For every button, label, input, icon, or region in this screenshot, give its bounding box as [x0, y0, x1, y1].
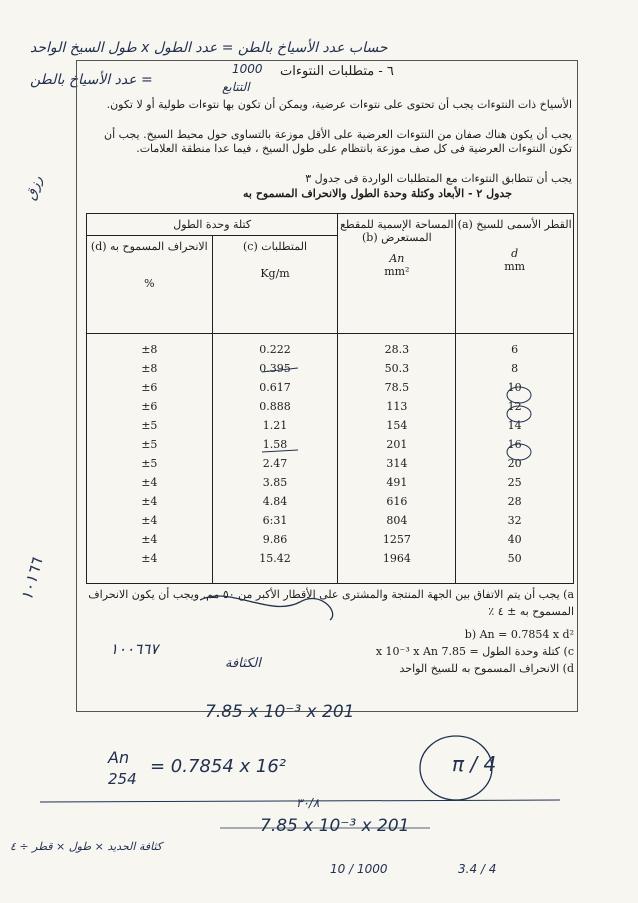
- table-cell-deviation: ±5: [141, 457, 158, 470]
- handwritten-fraction-num: 1000: [232, 62, 263, 76]
- handwritten-calc-3: 7.85 x 10⁻³ x 201: [260, 816, 410, 836]
- section-title: ٦ - متطلبات النتوءات: [280, 64, 394, 79]
- table-cell-diameter: 12: [507, 400, 522, 413]
- header-diameter-unit: mm: [504, 260, 526, 273]
- header-deviation-unit: %: [144, 277, 155, 290]
- table-cell-diameter: 20: [507, 457, 522, 470]
- table-cell-deviation: ±4: [141, 533, 158, 546]
- note-d: d) الانحراف المسموح به للسيخ الواحد: [399, 662, 574, 675]
- table-cell-mass: 0.617: [259, 381, 291, 394]
- paragraph-3: يجب أن تتطابق النتوءات مع المتطلبات الواردة فى جدول ٣: [305, 172, 572, 185]
- table-cell-area: 616: [386, 495, 408, 508]
- table-cell-deviation: ±6: [141, 400, 158, 413]
- table-cell-deviation: ±5: [141, 419, 158, 432]
- header-area-label: المساحة الإسمية للمقطع المستعرض (b): [340, 218, 454, 244]
- table-cell-mass: 9.86: [262, 533, 288, 546]
- header-mass-group: كتلة وحدة الطول: [87, 214, 338, 236]
- handwritten-top-line1: حساب عدد الأسياخ بالطن = عدد الطول x طول السيخ الواحد: [30, 40, 388, 56]
- header-requirements-label: المتطلبات (c): [242, 240, 308, 253]
- table-caption: جدول ٢ - الأبعاد وكتلة وحدة الطول والانحراف المسموح به: [243, 187, 512, 200]
- table-cell-diameter: 16: [507, 438, 522, 451]
- handwritten-bottom-frac-1: 10 / 1000: [330, 862, 388, 876]
- header-diameter-label: القطر الأسمى للسيخ (a): [457, 218, 572, 231]
- table-cell-area: 154: [386, 419, 408, 432]
- table-cell-diameter: 50: [507, 552, 522, 565]
- table-cell-diameter: 28: [507, 495, 522, 508]
- table-cell-deviation: ±4: [141, 552, 158, 565]
- handwritten-calc-1: 7.85 x 10⁻³ x 201: [205, 702, 355, 722]
- header-diameter-symbol: d: [511, 247, 519, 260]
- table-cell-deviation: ±5: [141, 438, 158, 451]
- paragraph-1: الأسياخ ذات النتوءات يجب أن تحتوى على نتوءات عرضية، ويمكن أن تكون بها نتوءات طولية أو لا تكون.: [106, 98, 572, 111]
- table-cell-area: 491: [386, 476, 408, 489]
- handwritten-pi-over-4: π / 4: [452, 752, 497, 776]
- table-cell-deviation: ±4: [141, 495, 158, 508]
- table-cell-mass: 3.85: [262, 476, 288, 489]
- header-area-symbol: An: [389, 252, 405, 265]
- table-cell-mass: 1.58: [262, 438, 288, 451]
- table-cell-mass: 1.21: [262, 419, 288, 432]
- table-cell-deviation: ±4: [141, 476, 158, 489]
- table-cell-area: 314: [386, 457, 408, 470]
- table-cell-deviation: ±6: [141, 381, 158, 394]
- table-cell-diameter: 14: [507, 419, 522, 432]
- handwritten-calc-2-rhs: = 0.7854 x 16²: [150, 756, 287, 777]
- table-cell-mass: 6:31: [262, 514, 288, 527]
- table-cell-area: 50.3: [384, 362, 410, 375]
- note-b: b) An = 0.7854 x d²: [464, 628, 574, 641]
- table-cell-diameter: 25: [507, 476, 522, 489]
- table-cell-diameter: 8: [511, 362, 519, 375]
- table-cell-area: 201: [386, 438, 408, 451]
- handwritten-margin-name: رزق: [22, 173, 46, 203]
- handwritten-signature-note: الكثافة: [225, 656, 261, 671]
- table-cell-area: 78.5: [384, 381, 410, 394]
- table-cell-area: 804: [386, 514, 408, 527]
- table-cell-mass: 2.47: [262, 457, 288, 470]
- table-cell-deviation: ±4: [141, 514, 158, 527]
- note-c: c) كتلة وحدة الطول = 7.85 x 10⁻³ x An: [375, 645, 574, 658]
- table-cell-area: 113: [386, 400, 408, 413]
- table-cell-mass: 4.84: [262, 495, 288, 508]
- handwritten-bottom-frac-2: 3.4 / 4: [458, 862, 497, 876]
- table-cell-area: 1964: [382, 552, 411, 565]
- header-requirements-unit: Kg/m: [260, 267, 290, 280]
- handwritten-margin-number: ١٠١٦٦: [16, 556, 47, 603]
- handwritten-page-number: ٣٠/٨: [296, 796, 320, 810]
- table-cell-deviation: ±8: [141, 362, 158, 375]
- table-cell-diameter: 10: [507, 381, 522, 394]
- table-cell-mass: 15.42: [259, 552, 291, 565]
- paragraph-2: يجب أن يكون هناك صفان من النتوءات العرضية على الأقل موزعة بالتساوى حول محيط السيخ. يجب أن تكون النتوءات العرضية فى كل صف موزعة بانتظام على طول السيخ ، فيما عدا منطقة العلامات.: [103, 128, 572, 155]
- table-cell-area: 28.3: [384, 343, 410, 356]
- handwritten-top-line2: = عدد الأسياخ بالطن: [30, 72, 153, 88]
- table-cell-deviation: ±8: [141, 343, 158, 356]
- table-cell-mass: 0.888: [259, 400, 291, 413]
- handwritten-bottom-note: كثافة الحديد × طول × قطر ÷ ٤: [10, 840, 163, 853]
- header-deviation-label: الانحراف المسموح به (d): [90, 240, 208, 253]
- table-cell-area: 1257: [382, 533, 411, 546]
- handwritten-result: ١٠٠٦٦٧: [110, 640, 159, 658]
- note-a: a) يجب أن يتم الاتفاق بين الجهة المنتجة والمشترى على الأقطار الأكبر من ٥٠ مم. ويجب أن يكون الانحراف المسموح به ± ٤ ٪: [88, 588, 574, 618]
- table-cell-mass: 0.395: [259, 362, 291, 375]
- table-cell-diameter: 6: [511, 343, 519, 356]
- header-area-unit: mm²: [384, 265, 410, 278]
- handwritten-calc-2-lhs: An: [108, 748, 130, 767]
- table-cell-mass: 0.222: [259, 343, 291, 356]
- table-cell-diameter: 40: [507, 533, 522, 546]
- table-cell-diameter: 32: [507, 514, 522, 527]
- handwritten-calc-2-lhs2: 254: [108, 770, 137, 788]
- handwritten-fraction-den: التتابع: [222, 80, 250, 94]
